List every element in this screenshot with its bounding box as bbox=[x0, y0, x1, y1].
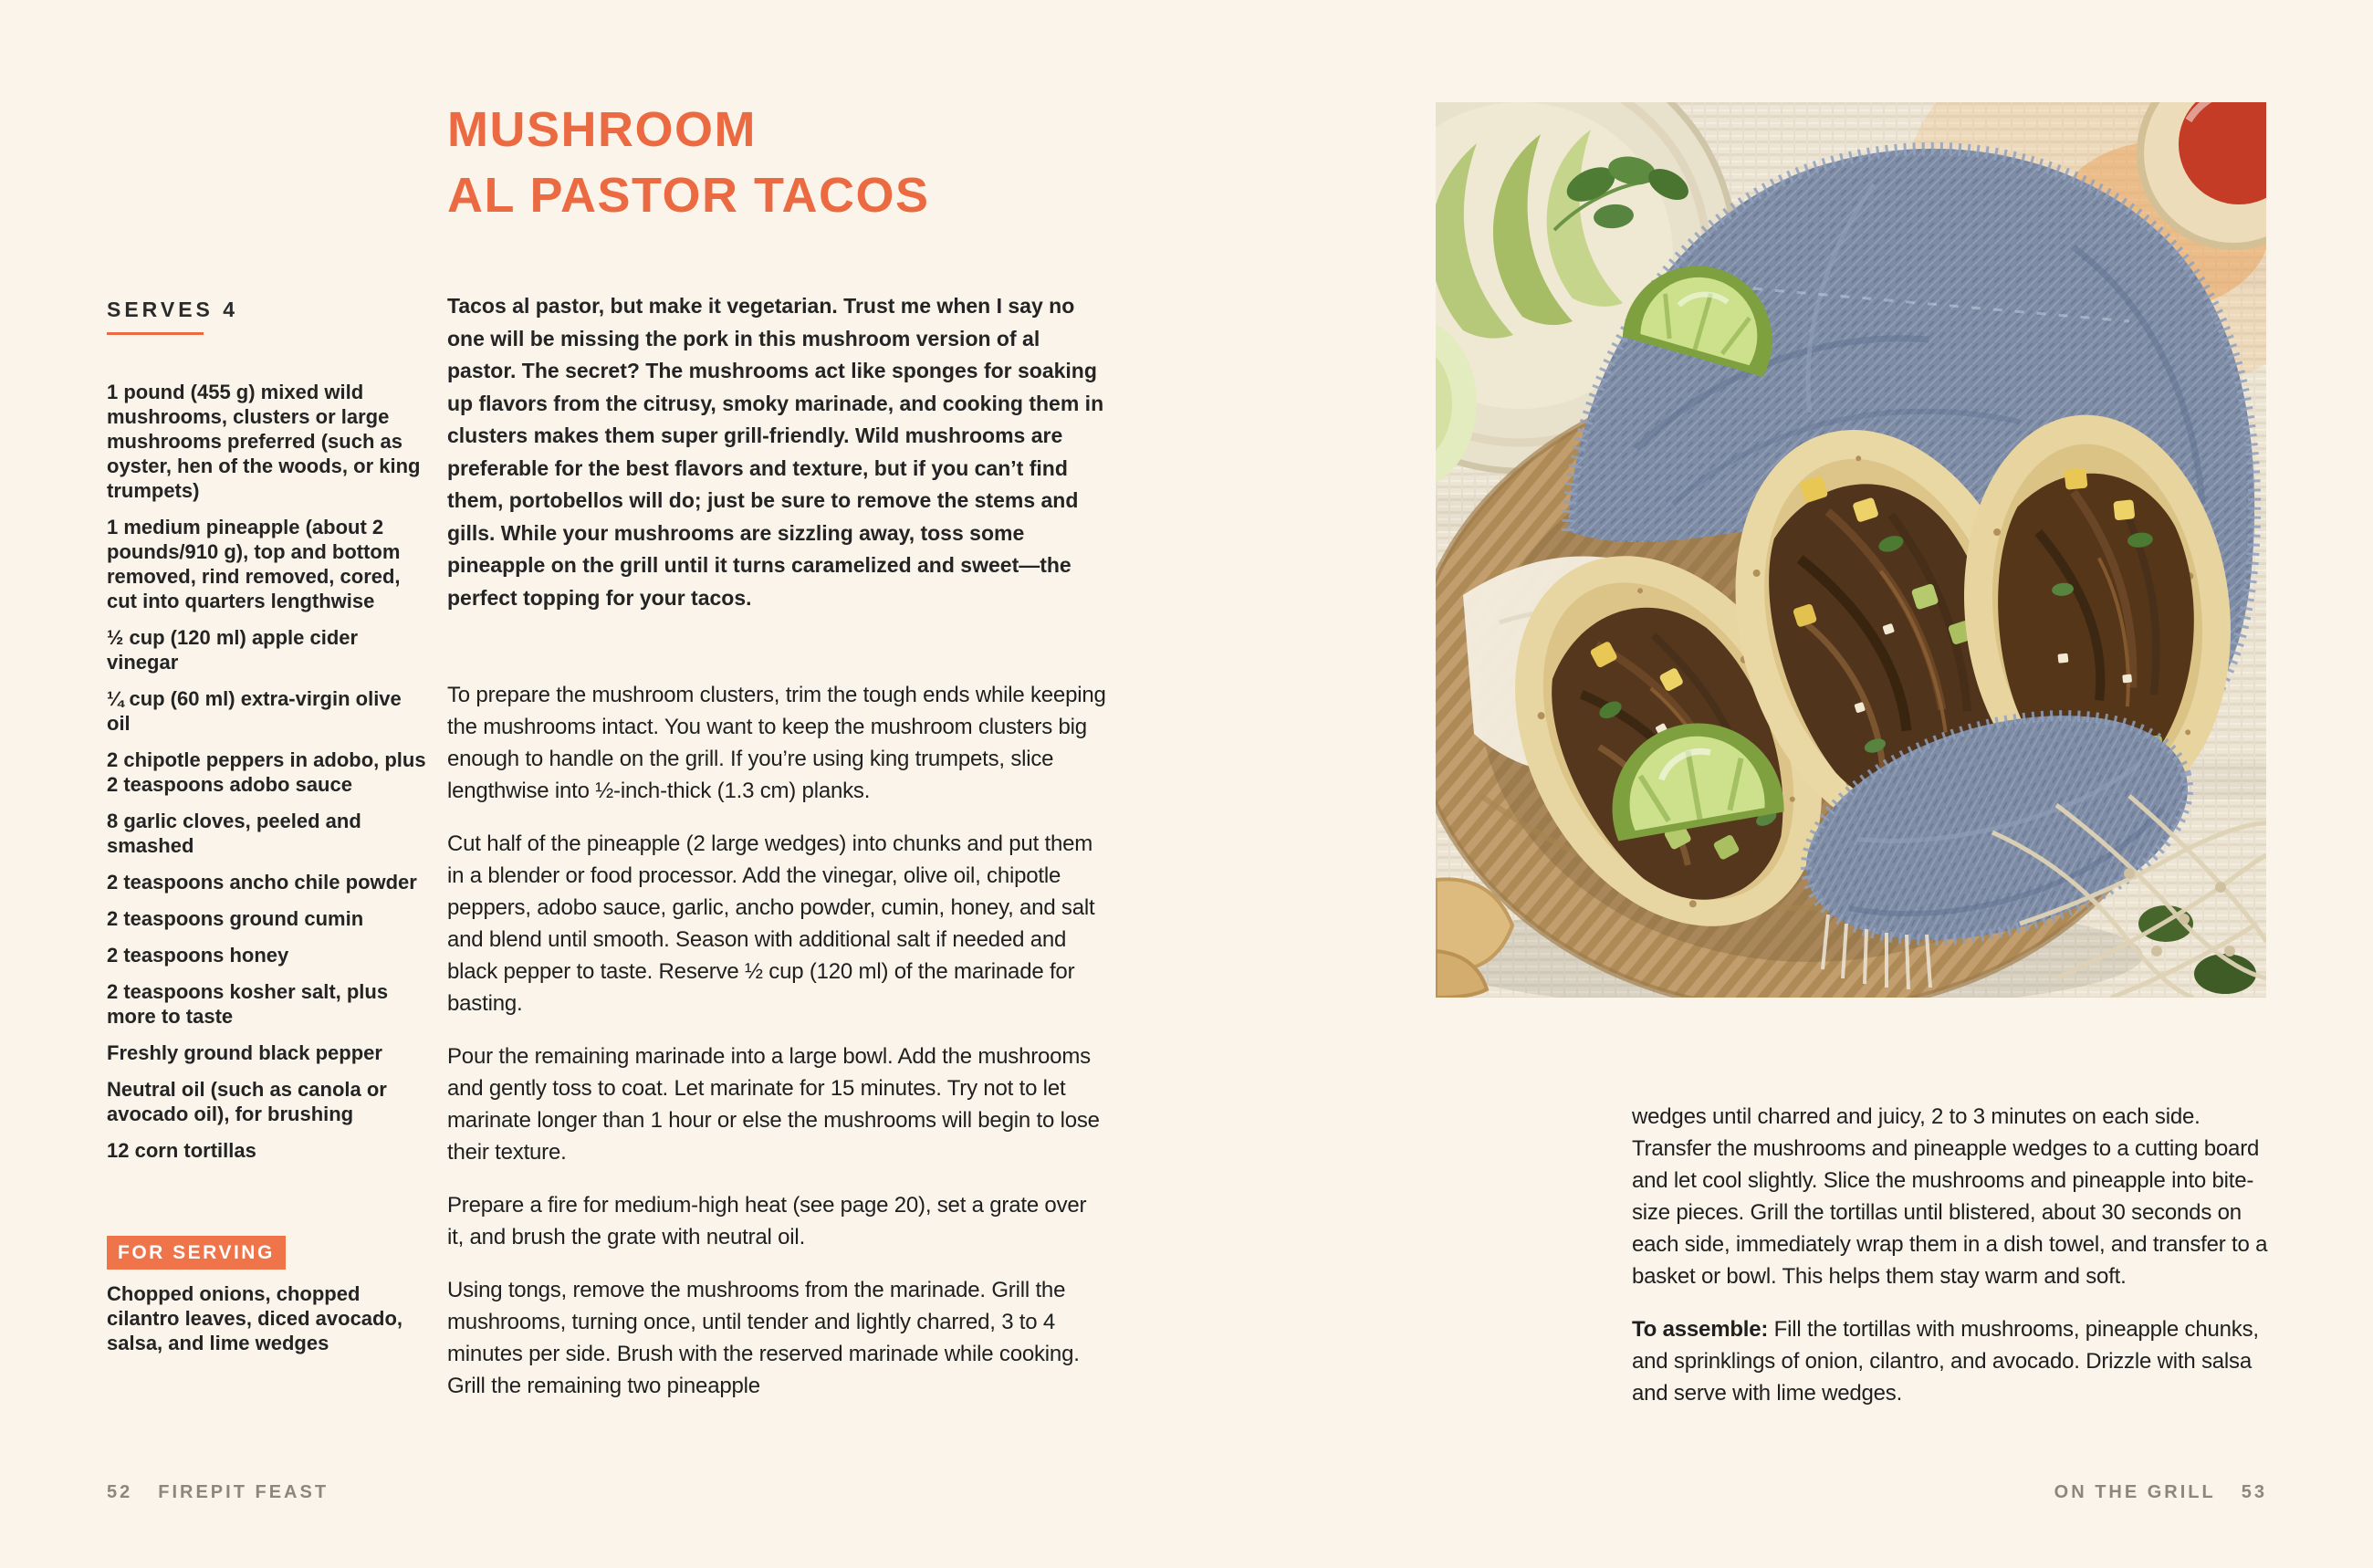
ingredient-list bbox=[107, 380, 426, 1175]
right-page-number: 53 bbox=[2241, 1482, 2267, 1502]
ingredient-item: ½ cup (120 ml) apple cider vinegar bbox=[107, 626, 359, 674]
ingredient-item: 8 garlic cloves, peeled and smashed bbox=[107, 810, 361, 857]
recipe-step: Cut half of the pineapple (2 large wedges) into chunks and put them in a blender or food processor. Add the vinegar, olive oil, chipotle peppers, adobo sauce, garlic, ancho powder, cumin, honey, and salt and blend until smooth. Season with additional salt if needed and black pepper to taste. Reserve ½ cup (120 ml) of the marinade for basting. bbox=[447, 831, 1095, 1016]
recipe-title-line2: AL PASTOR TACOS bbox=[447, 168, 930, 223]
serves-underline bbox=[107, 332, 204, 335]
recipe-step: Pour the remaining marinade into a large bowl. Add the mushrooms and gently toss to coat. Let marinate for 15 minutes. Try not to let marinate longer than 1 hour or else the mushrooms will begin to lose their texture. bbox=[447, 1044, 1100, 1165]
left-page-number: 52 bbox=[107, 1482, 133, 1502]
ingredient-item: 2 teaspoons kosher salt, plus more to taste bbox=[107, 980, 389, 1028]
ingredient-item: ¼ cup (60 ml) extra-virgin olive oil bbox=[107, 687, 402, 735]
recipe-step: Prepare a fire for medium-high heat (see page 20), set a grate over it, and brush the grate with neutral oil. bbox=[447, 1193, 1087, 1249]
recipe-step: To prepare the mushroom clusters, trim the tough ends while keeping the mushrooms intact. You want to keep the mushroom clusters big enough to handle on the grill. If you’re using king trumpets, slice lengthwise into ½-inch-thick (1.3 cm) planks. bbox=[447, 683, 1106, 803]
recipe-title bbox=[447, 97, 930, 228]
recipe-title-line1: MUSHROOM bbox=[447, 102, 757, 157]
assemble-text: Fill the tortillas with mushrooms, pineapple chunks, and sprinklings of onion, cilantro, and avocado. Drizzle with salsa and serve with lime wedges. bbox=[1632, 1317, 2259, 1406]
ingredient-item: 2 teaspoons ancho chile powder bbox=[107, 871, 417, 894]
ingredient-item: 2 teaspoons honey bbox=[107, 944, 289, 967]
for-serving-badge: FOR SERVING bbox=[107, 1236, 286, 1270]
recipe-step: Using tongs, remove the mushrooms from the marinade. Grill the mushrooms, turning once, until tender and lightly charred, 3 to 4 minutes per side. Brush with the reserved marinade while cooking. Grill the remaining two pineapple bbox=[447, 1278, 1080, 1398]
ingredient-item: Neutral oil (such as canola or avocado oil), for brushing bbox=[107, 1078, 387, 1125]
assemble-label: To assemble: bbox=[1632, 1317, 1769, 1342]
left-chapter-label: FIREPIT FEAST bbox=[158, 1482, 329, 1502]
serves-label: SERVES 4 bbox=[107, 298, 239, 321]
ingredient-item: 2 chipotle peppers in adobo, plus 2 teaspoons adobo sauce bbox=[107, 748, 426, 796]
serves-block bbox=[107, 298, 238, 335]
recipe-intro: Tacos al pastor, but make it vegetarian. Trust me when I say no one will be missing the pork in this mushroom version of al pastor. The secret? The mushrooms act like sponges for soaking up flavors from the citrusy, smoky marinade, and cooking them in clusters makes them super grill-friendly. Wild mushrooms are preferable for the best flavors and texture, but if you can’t find them, portobellos will do; just be sure to remove the stems and gills. While your mushrooms are sizzling away, toss some pineapple on the grill until it turns caramelized and sweet—the perfect topping for your tacos. bbox=[447, 294, 1104, 610]
left-footer bbox=[107, 1482, 329, 1503]
right-footer bbox=[2054, 1482, 2267, 1503]
ingredient-item: 1 medium pineapple (about 2 pounds/910 g), top and bottom removed, rind removed, cored, cut into quarters lengthwise bbox=[107, 516, 401, 612]
ingredient-item: 2 teaspoons ground cumin bbox=[107, 907, 364, 930]
recipe-continuation bbox=[1632, 1101, 2280, 1430]
ingredient-item: 1 pound (455 g) mixed wild mushrooms, clusters or large mushrooms preferred (such as oyster, hen of the woods, or king trumpets) bbox=[107, 381, 421, 502]
recipe-step: wedges until charred and juicy, 2 to 3 minutes on each side. Transfer the mushrooms and pineapple wedges to a cutting board and let cool slightly. Slice the mushrooms and pineapple into bite-size pieces. Grill the tortillas until blistered, about 30 seconds on each side, immediately wrap them in a dish towel, and transfer to a basket or bowl. This helps them stay warm and soft. bbox=[1632, 1104, 2268, 1289]
ingredient-item: 12 corn tortillas bbox=[107, 1139, 256, 1162]
ingredient-item: Freshly ground black pepper bbox=[107, 1041, 382, 1064]
for-serving-items: Chopped onions, chopped cilantro leaves, diced avocado, salsa, and lime wedges bbox=[107, 1282, 403, 1354]
recipe-steps bbox=[447, 679, 1108, 1423]
right-chapter-label: ON THE GRILL bbox=[2054, 1482, 2216, 1502]
recipe-photo bbox=[1436, 102, 2266, 998]
assemble-paragraph bbox=[1632, 1313, 2280, 1409]
